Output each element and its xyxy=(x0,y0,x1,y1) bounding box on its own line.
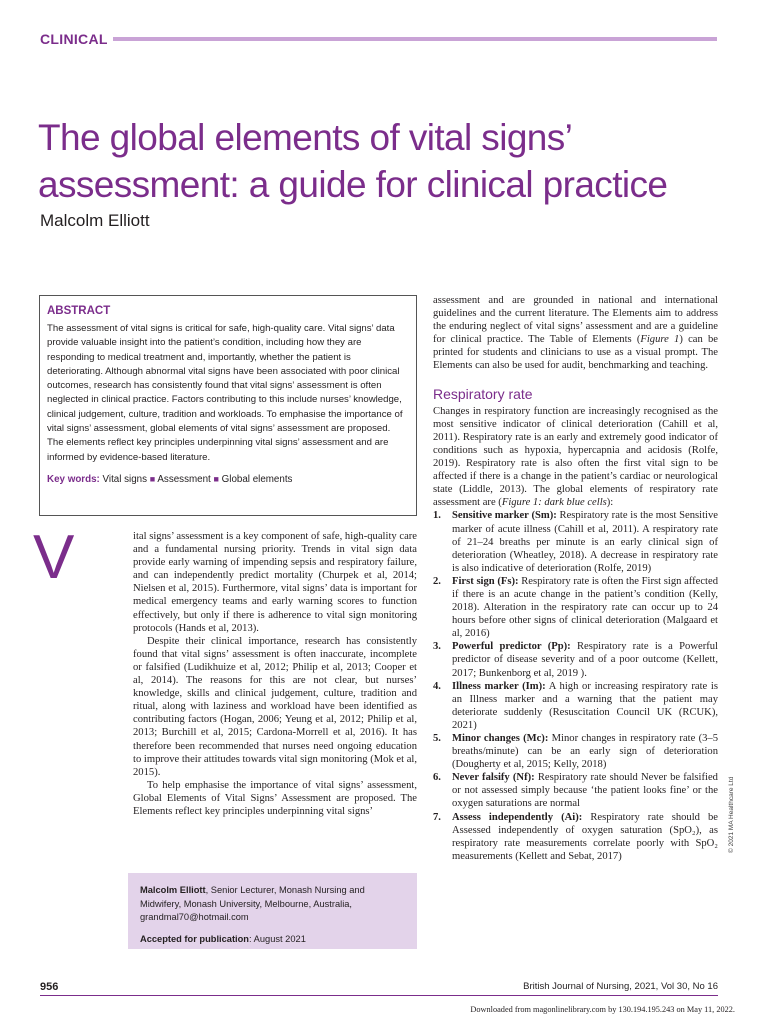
section-rule xyxy=(113,37,717,41)
accepted-label: Accepted for publication xyxy=(140,933,249,944)
author-affiliation xyxy=(140,884,407,925)
element-term: Sensitive marker (Sm): xyxy=(452,510,557,522)
accepted-date-text: : August 2021 xyxy=(249,933,306,944)
journal-reference: British Journal of Nursing, 2021, Vol 30, No 16 xyxy=(523,981,718,992)
section-label: CLINICAL xyxy=(40,31,108,47)
affiliation-text: , Senior Lecturer, Monash Nursing and Midwifery, Monash University, Melbourne, Australia, grandmal70@hotmail.com xyxy=(140,885,365,922)
figure-ref: Figure 1 xyxy=(640,334,680,346)
keywords xyxy=(47,474,408,485)
keyword: Vital signs xyxy=(102,473,148,485)
body-paragraph: Changes in respiratory function are increasingly recognised as the most sensitive indicator of clinical deterioration (Cahill et al, 2011). Respiratory rate is an early and extremely good indicator of conditions such as hypoxia, hypercapnia and acidosis (Rolfe, 2019). Respiratory rate is also often the first vital sign to be affected if there is a change in the patient’s cardiac or neurological state (Liddle, 2013). The global elements of respiratory rate assessment are (Figure 1: dark blue cells): xyxy=(433,405,718,509)
list-item: 6. Never falsify (Nf): Respiratory rate should Never be falsified or not assessed simply because ‘the patient looks fine’ or the oxygen saturations are normal xyxy=(433,772,718,810)
footer-rule xyxy=(40,995,718,996)
figure-ref: Figure 1: dark blue cells xyxy=(501,497,607,509)
list-item: 7. Assess independently (Ai): Respiratory rate should be Assessed independently of oxygen saturation (SpO₂), as respiratory rate measurements correlate poorly with SpO₂ measurements (Kellett and Sebat, 2017) xyxy=(433,811,718,862)
body-left-column xyxy=(33,523,417,818)
square-bullet-icon: ■ xyxy=(213,473,219,484)
list-item: 2. First sign (Fs): Respiratory rate is often the First sign affected if there is an acute change in the patient’s condition (Kelly, 2018). Alteration in the respiratory rate can occur up to 24 hours before other signs of clinical deterioration (Malgaard et al, 2016) xyxy=(433,575,718,640)
body-paragraph: Despite their clinical importance, research has consistently found that vital signs’ assessment is often inaccurate, incomplete or falsified (Ludikhuize et al, 2012; Philip et al, 2013; Cooper et al, 2014). The reasons for this are not clear, but nurses’ knowledge, skills and clinical judgement, culture, tradition and ritual, along with laziness and workload have been identified as contributing factors (Hogan, 2006; Yeung et al, 2012; Philip et al, 2013; Burchill et al, 2015; Cardona-Morrell et al, 2016). It has therefore been recommended that nurses need ongoing education to improve their attitudes towards vital sign monitoring (Mok et al, 2015). xyxy=(133,635,417,778)
element-term: Powerful predictor (Pp): xyxy=(452,641,571,653)
list-item: 3. Powerful predictor (Pp): Respiratory rate is a Powerful predictor of disease severity and of a poor outcome (Kellett, 2017; Bunkenborg et al, 2019 ). xyxy=(433,641,719,679)
abstract-text: The assessment of vital signs is critical for safe, high-quality care. Vital signs’ data provide valuable insight into the patient’s condition, including how they are responding to medical treatment and, importantly, whether the patient is deteriorating. Although abnormal vital signs have been associated with poor clinical outcomes, research has consistently found that vital signs’ assessment is often neglected in clinical practice. Factors contributing to this include nurses’ knowledge, clinical judgement, culture, tradition and workloads. To emphasise the importance of vital signs’ assessment, global elements of vital signs’ assessment are proposed. The elements reflect key principles underpinning vital signs’ assessment and are informed by evidence-based literature. xyxy=(47,323,403,463)
list-item: 5. Minor changes (Mc): Minor changes in respiratory rate (3–5 breaths/minute) can be an early sign of deterioration (Dougherty et al, 2015; Kelly, 2018) xyxy=(433,733,718,771)
body-paragraph xyxy=(33,523,417,635)
body-paragraph: assessment and are grounded in national and international guidelines and the current literature. The Elements aim to address the enduring neglect of vital signs’ assessment and are a guideline for clinical practice. The Table of Elements (Figure 1) can be printed for students and clinicians to use as a visual prompt. The Elements can also be used for audit, benchmarking and teaching. xyxy=(433,295,718,372)
section-heading: Respiratory rate xyxy=(433,385,533,402)
keywords-label: Key words: xyxy=(47,473,100,485)
author-name: Malcolm Elliott xyxy=(140,885,206,895)
accepted-date xyxy=(140,933,407,947)
list-item: 4. Illness marker (Im): A high or increasing respiratory rate is an Illness marker and a warning that the patient may deteriorate suddenly (Resuscitation Council UK (RCUK), 2021) xyxy=(433,680,718,731)
square-bullet-icon: ■ xyxy=(149,473,156,484)
element-term: Illness marker (Im): xyxy=(452,680,546,692)
element-term: Assess independently (Ai): xyxy=(452,811,583,823)
body-paragraph: To help emphasise the importance of vital signs’ assessment, Global Elements of Vital Signs’ Assessment are proposed. The Elements reflect key principles underpinning vital signs’ xyxy=(133,779,417,817)
page-number: 956 xyxy=(40,981,59,993)
drop-cap: V xyxy=(33,523,75,592)
element-term: Never falsify (Nf): xyxy=(452,772,535,784)
author-info-box xyxy=(128,873,417,949)
paragraph-text: ital signs’ assessment is a key component of safe, high-quality care and a fundamental nursing priority. Trends in vital sign data provide early warning of impending sepsis and respiratory failure, and can independently predict mortality (Churpek et al, 2014; Nielsen et al, 2015). Furthermore, vital signs’ data is important for medical emergency teams and early warning scores to function effectively, but only if there is adherence to vital sign monitoring protocols (Hands et al, 2013). xyxy=(133,531,417,634)
download-note: Downloaded from magonlinelibrary.com by 130.194.195.243 on May 11, 2022. xyxy=(470,1005,735,1014)
element-term: First sign (Fs): xyxy=(452,575,519,587)
copyright-notice: © 2021 MA Healthcare Ltd xyxy=(728,776,735,853)
element-term: Minor changes (Mc): xyxy=(452,733,549,744)
body-right-column xyxy=(433,294,718,863)
keyword: Assessment xyxy=(157,473,211,485)
keyword: Global elements xyxy=(221,473,293,485)
abstract-box xyxy=(39,295,417,516)
abstract-heading: ABSTRACT xyxy=(47,305,111,317)
list-item: 1. Sensitive marker (Sm): Respiratory rate is the most Sensitive marker of acute illness (Cahill et al, 2011). A respiratory rate of 21–24 breaths per minute is an early clinical sign of deterioration (Wheatley, 2018). A decrease in respiratory rate is also indicative of deterioration (Rolfe, 2019) xyxy=(433,510,718,574)
article-title: The global elements of vital signs’ assessment: a guide for clinical practice xyxy=(38,117,668,205)
elements-list xyxy=(433,509,718,863)
article-author: Malcolm Elliott xyxy=(40,211,150,230)
